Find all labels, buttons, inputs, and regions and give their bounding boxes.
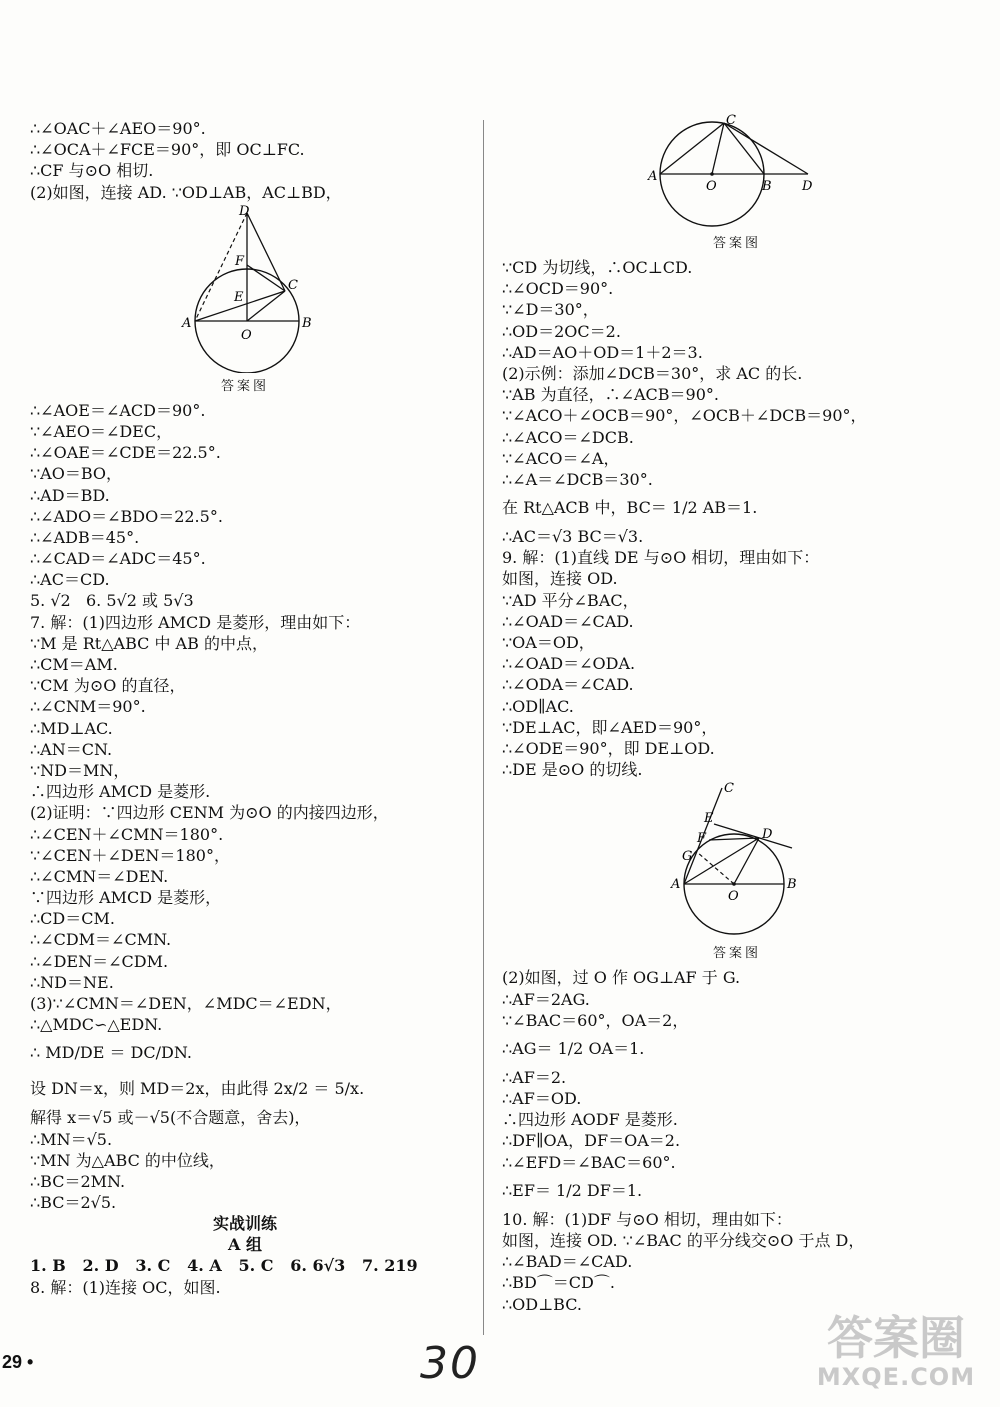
text-line: (2)证明：∵四边形 CENM 为⊙O 的内接四边形， [30, 803, 389, 823]
text-line: (2)如图，过 O 作 OG⊥AF 于 G. [502, 968, 741, 988]
right-e-lines [502, 1209, 972, 1315]
text-line: ∴AF＝OD. [502, 1089, 582, 1109]
text-line: ∴MD⊥AC. [30, 718, 113, 738]
left-bottom-lines [30, 1107, 460, 1213]
right-fraction-2: ∴AG＝ 1/2 OA＝1. [502, 1038, 645, 1058]
right-a-lines [502, 257, 972, 490]
text-line: ∴∠DEN＝∠CDM. [30, 951, 169, 971]
text-line: ∴四边形 AODF 是菱形. [502, 1110, 678, 1130]
text-line: ∴AC＝CD. [30, 570, 110, 590]
text-line: ∵CM 为⊙O 的直径， [30, 676, 186, 696]
fig2-label-a: A [648, 169, 658, 184]
text-line: ∴∠ADB＝45°. [30, 527, 140, 547]
fig3-label-d: D [762, 827, 773, 843]
fig1-label-o: O [241, 327, 252, 343]
text-line: ∵CD 为切线，∴OC⊥CD. [502, 258, 693, 277]
handwritten-page-number: 30 [420, 1338, 480, 1389]
text-line: 解得 x＝√5 或－√5(不合题意，舍去)， [30, 1108, 311, 1128]
text-line: ∴∠CEN＋∠CMN＝180°. [30, 824, 224, 844]
text-line: ∵∠CEN＋∠DEN＝180°， [30, 845, 230, 865]
section-title: 实战训练 [212, 1214, 277, 1234]
text-line: ∴BC＝2MN. [30, 1171, 126, 1191]
text-line: ∴DE 是⊙O 的切线. [502, 760, 643, 780]
text-line: ∴DF∥OA，DF＝OA＝2. [502, 1131, 681, 1151]
fig3-label-o: O [728, 889, 739, 905]
text-line: ∵ND＝MN， [30, 760, 130, 780]
text-line: ∴四边形 AMCD 是菱形. [30, 782, 211, 802]
text-line: ∴CF 与⊙O 相切. [30, 161, 154, 181]
text-line: ∴∠ODE＝90°，即 DE⊥OD. [502, 738, 715, 758]
fig2-label-d: D [802, 179, 813, 194]
fig3-caption: 答案图 [712, 946, 761, 962]
right-b-lines [502, 526, 972, 780]
answers-line: 1. B 2. D 3. C 4. A 5. C 6. 6√3 7. 219 [30, 1256, 418, 1276]
text-line: ∵AO＝BO， [30, 464, 123, 484]
fig3-label-e: E [704, 811, 714, 827]
watermark-line2: MXQE.COM [816, 1363, 976, 1391]
fig3-label-b: B [787, 877, 797, 893]
text-line: ∴AD＝BD. [30, 485, 110, 505]
text-line: 7. 解：(1)四边形 AMCD 是菱形，理由如下： [30, 612, 361, 632]
text-line: ∴ND＝NE. [30, 972, 114, 992]
fig1-label-a: A [182, 315, 192, 331]
fig1-caption: 答案图 [220, 378, 269, 394]
fig3-label-g: G [682, 849, 693, 865]
text-line: ∴∠OCA＋∠FCE＝90°，即 OC⊥FC. [30, 140, 305, 160]
text-line: ∴AN＝CN. [30, 739, 113, 759]
fig1-label-b: B [302, 315, 312, 331]
fig1-label-f: F [235, 253, 245, 269]
text-line: 如图，连接 OD. [502, 569, 618, 589]
fig3-label-a: A [671, 877, 681, 893]
text-line: ∴∠CNM＝90°. [30, 697, 146, 717]
fig1-label-d: D [239, 203, 250, 219]
text-line: ∵AD 平分∠BAC， [502, 590, 639, 610]
fig2-caption: 答案图 [712, 236, 761, 251]
left-fraction-1: ∴ MD/DE ＝ DC/DN. [30, 1043, 192, 1063]
figure-circle-tangent-1 [165, 203, 325, 373]
figure-circle-tangent-3 [642, 780, 832, 940]
text-line: ∴OD∥AC. [502, 696, 574, 716]
watermark-line1: 答案圈 [827, 1311, 965, 1365]
text-line: ∴∠ACO＝∠DCB. [502, 427, 634, 447]
fig1-label-e: E [234, 289, 244, 305]
text-line: ∵DE⊥AC，即∠AED＝90°， [502, 717, 718, 737]
right-d-lines [502, 1067, 972, 1173]
text-line: ∵四边形 AMCD 是菱形， [30, 888, 222, 908]
text-line: ∴AD＝AO＋OD＝1＋2＝3. [502, 342, 703, 362]
page-number: 29 • [2, 1352, 34, 1372]
left-mid-lines [30, 400, 460, 1036]
right-fraction-3: ∴EF＝ 1/2 DF＝1. [502, 1180, 643, 1200]
text-line: ∵∠D＝30°， [502, 300, 599, 320]
right-column [502, 112, 972, 1315]
text-line: ∴∠OAD＝∠CAD. [502, 611, 634, 631]
text-line: ∴OD⊥BC. [502, 1294, 582, 1314]
text-line: ∵∠ACO＝∠A， [502, 448, 620, 468]
fig1-label-c: C [288, 277, 298, 293]
text-line: 5. √2 6. 5√2 或 5√3 [30, 591, 194, 611]
text-line: ∴OD＝2OC＝2. [502, 321, 621, 341]
left-fraction-2: 设 DN＝x，则 MD＝2x，由此得 2x/2 ＝ 5/x. [30, 1079, 365, 1099]
text-line: ∴BD⌒＝CD⌒. [502, 1273, 615, 1293]
text-line: ∴∠OAC＋∠AEO＝90°. [30, 119, 206, 138]
section-group: A 组 [228, 1235, 262, 1255]
text-line: ∴∠CAD＝∠ADC＝45°. [30, 549, 206, 569]
text-line: ∴∠AOE＝∠ACD＝90°. [30, 400, 206, 420]
text-line: 9. 解：(1)直线 DE 与⊙O 相切，理由如下： [502, 548, 820, 568]
text-line: ∵∠BAC＝60°，OA＝2， [502, 1010, 689, 1030]
left-column [30, 118, 460, 1298]
text-line: ∵∠ACO＋∠OCB＝90°，∠OCB＋∠DCB＝90°， [502, 406, 867, 426]
text-line: ∵AB 为直径，∴∠ACB＝90°. [502, 385, 719, 405]
text-line: 如图，连接 OD. ∵∠BAC 的平分线交⊙O 于点 D， [502, 1231, 865, 1250]
text-line: 10. 解：(1)DF 与⊙O 相切，理由如下： [502, 1209, 792, 1229]
text-line: ∴∠OAE＝∠CDE＝22.5°. [30, 443, 221, 463]
left-top-lines [30, 118, 460, 203]
text-line: ∵OA＝OD， [502, 633, 595, 652]
fig2-label-c: C [726, 113, 736, 128]
text-line: (2)示例：添加∠DCB＝30°，求 AC 的长. [502, 363, 803, 383]
text-line: (3)∵∠CMN＝∠DEN，∠MDC＝∠EDN， [30, 994, 342, 1013]
fig2-label-o: O [706, 179, 717, 194]
text-line: ∴∠ADO＝∠BDO＝22.5°. [30, 506, 223, 526]
column-divider [483, 120, 484, 1335]
text-line: ∵∠AEO＝∠DEC， [30, 421, 173, 441]
text-line: ∵M 是 Rt△ABC 中 AB 的中点， [30, 633, 268, 653]
text-line: (2)如图，连接 AD. ∵OD⊥AB，AC⊥BD， [30, 182, 342, 202]
text-line: ∴BC＝2√5. [30, 1193, 117, 1213]
question-8-line: 8. 解：(1)连接 OC，如图. [30, 1277, 221, 1297]
fig3-label-f: F [697, 831, 707, 847]
text-line: ∵MN 为△ABC 的中位线， [30, 1150, 225, 1170]
fig2-label-b: B [762, 179, 772, 194]
text-line: ∴∠BAD＝∠CAD. [502, 1252, 633, 1272]
right-fraction-1: 在 Rt△ACB 中，BC＝ 1/2 AB＝1. [502, 498, 758, 518]
watermark-logo [806, 1312, 986, 1400]
text-line: ∴∠ODA＝∠CAD. [502, 675, 634, 695]
text-line: ∴∠CMN＝∠DEN. [30, 866, 169, 886]
text-line: ∴∠OCD＝90°. [502, 279, 614, 299]
text-line: ∴AC＝√3 BC＝√3. [502, 527, 644, 547]
text-line: ∴CM＝AM. [30, 655, 118, 674]
right-c-lines [502, 967, 972, 1031]
text-line: ∴AF＝2. [502, 1067, 567, 1087]
fig3-label-c: C [724, 781, 734, 797]
text-line: ∴∠EFD＝∠BAC＝60°. [502, 1152, 676, 1172]
text-line: ∴MN＝√5. [30, 1129, 113, 1149]
text-line: ∴△MDC∽△EDN. [30, 1015, 163, 1035]
text-line: ∴∠CDM＝∠CMN. [30, 930, 172, 950]
text-line: ∴AF＝2AG. [502, 989, 590, 1009]
figure-circle-tangent-2 [642, 112, 832, 230]
text-line: ∴∠A＝∠DCB＝30°. [502, 469, 653, 489]
text-line: ∴∠OAD＝∠ODA. [502, 654, 636, 674]
text-line: ∴CD＝CM. [30, 909, 115, 929]
